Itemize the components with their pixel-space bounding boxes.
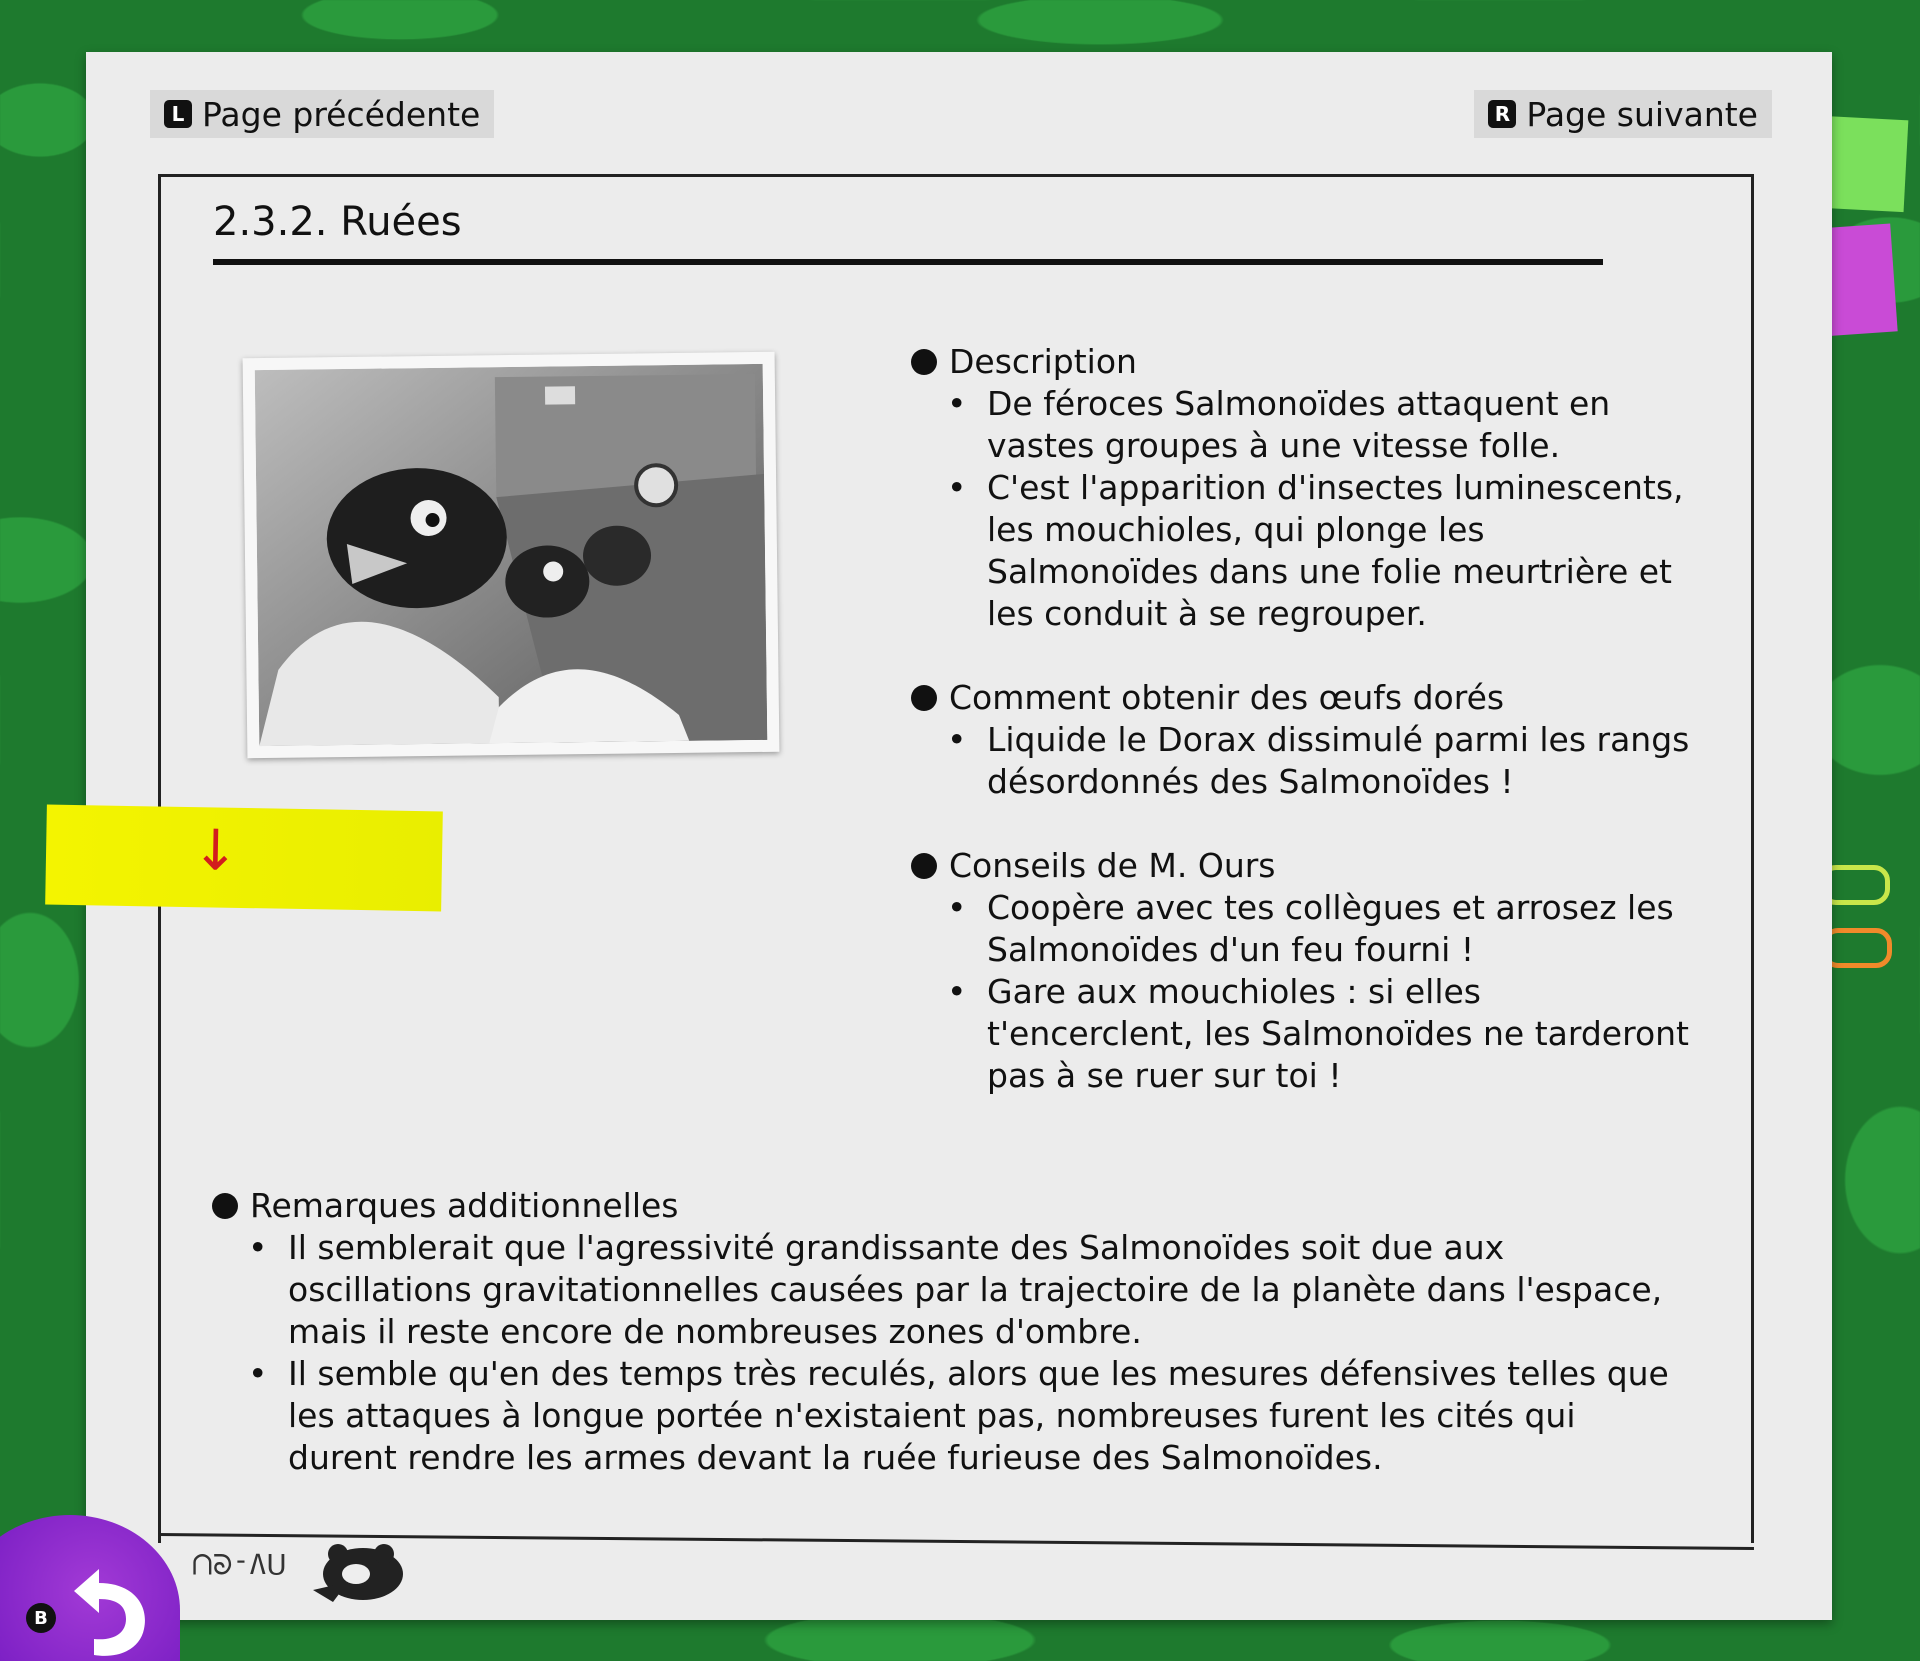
paper-clip-icon [1822,928,1892,968]
next-page-label: Page suivante [1526,94,1758,134]
r-button-icon: R [1488,100,1516,128]
list-item: • Liquide le Dorax dissimulé parmi les rangs désordonnés des Salmonoïdes ! [947,719,1691,803]
section-heading [911,341,1691,383]
golden-eggs-section [911,677,1691,803]
previous-page-button[interactable] [150,90,494,138]
return-arrow-icon [64,1561,154,1661]
list-item: • De féroces Salmonoïdes attaquent en vastes groupes à une vitesse folle. [947,383,1691,467]
salmonid-photo [243,352,780,758]
section-title: 2.3.2. Ruées [213,199,462,245]
list-item: • Il semblerait que l'agressivité grandissante des Salmonoïdes soit due aux oscillations gravitationnelles causées par la trajectoire de la planète dans l'espace, mais il reste encore de nombreuses zones d'ombre. [248,1227,1692,1353]
manual-page [86,52,1832,1620]
title-underline [213,259,1603,265]
bullet-dot-icon [212,1193,238,1219]
section-heading [212,1185,1692,1227]
section-heading [911,677,1691,719]
description-section [911,341,1691,635]
description-heading: Description [949,342,1137,381]
next-page-button[interactable] [1474,90,1772,138]
list-item: • Gare aux mouchioles : si elles t'encerclent, les Salmonoïdes ne tarderont pas à se ruer sur toi ! [947,971,1691,1097]
red-arrow-icon: ↓ [191,818,240,884]
notes-section [212,1185,1692,1479]
photo-icon [255,364,768,746]
tips-heading: Conseils de M. Ours [949,846,1276,885]
bear-logo-icon [308,1530,418,1614]
sticky-note-yellow [45,805,443,912]
list-item: • Il semble qu'en des temps très reculés, alors que les mesures défensives telles que les attaques à longue portée n'existaient pas, nombreuses furent les cités qui durent rendre les armes devant la ruée furieuse des Salmonoïdes. [248,1353,1692,1479]
bullet-dot-icon [911,349,937,375]
golden-eggs-heading: Comment obtenir des œufs dorés [949,678,1505,717]
section-heading [911,845,1691,887]
previous-page-label: Page précédente [202,94,481,134]
notes-heading: Remarques additionnelles [250,1186,679,1225]
signature: ᑎV-ᘓᑌ [192,1547,287,1580]
bullet-dot-icon [911,853,937,879]
l-button-icon: L [164,100,192,128]
list-item: • Coopère avec tes collègues et arrosez les Salmonoïdes d'un feu fourni ! [947,887,1691,971]
tips-section [911,845,1691,1097]
list-item: • C'est l'apparition d'insectes luminescents, les mouchioles, qui plonge les Salmonoïdes dans une folie meurtrière et les conduit à se regrouper. [947,467,1691,635]
b-button-icon: B [26,1603,56,1633]
bullet-dot-icon [911,685,937,711]
